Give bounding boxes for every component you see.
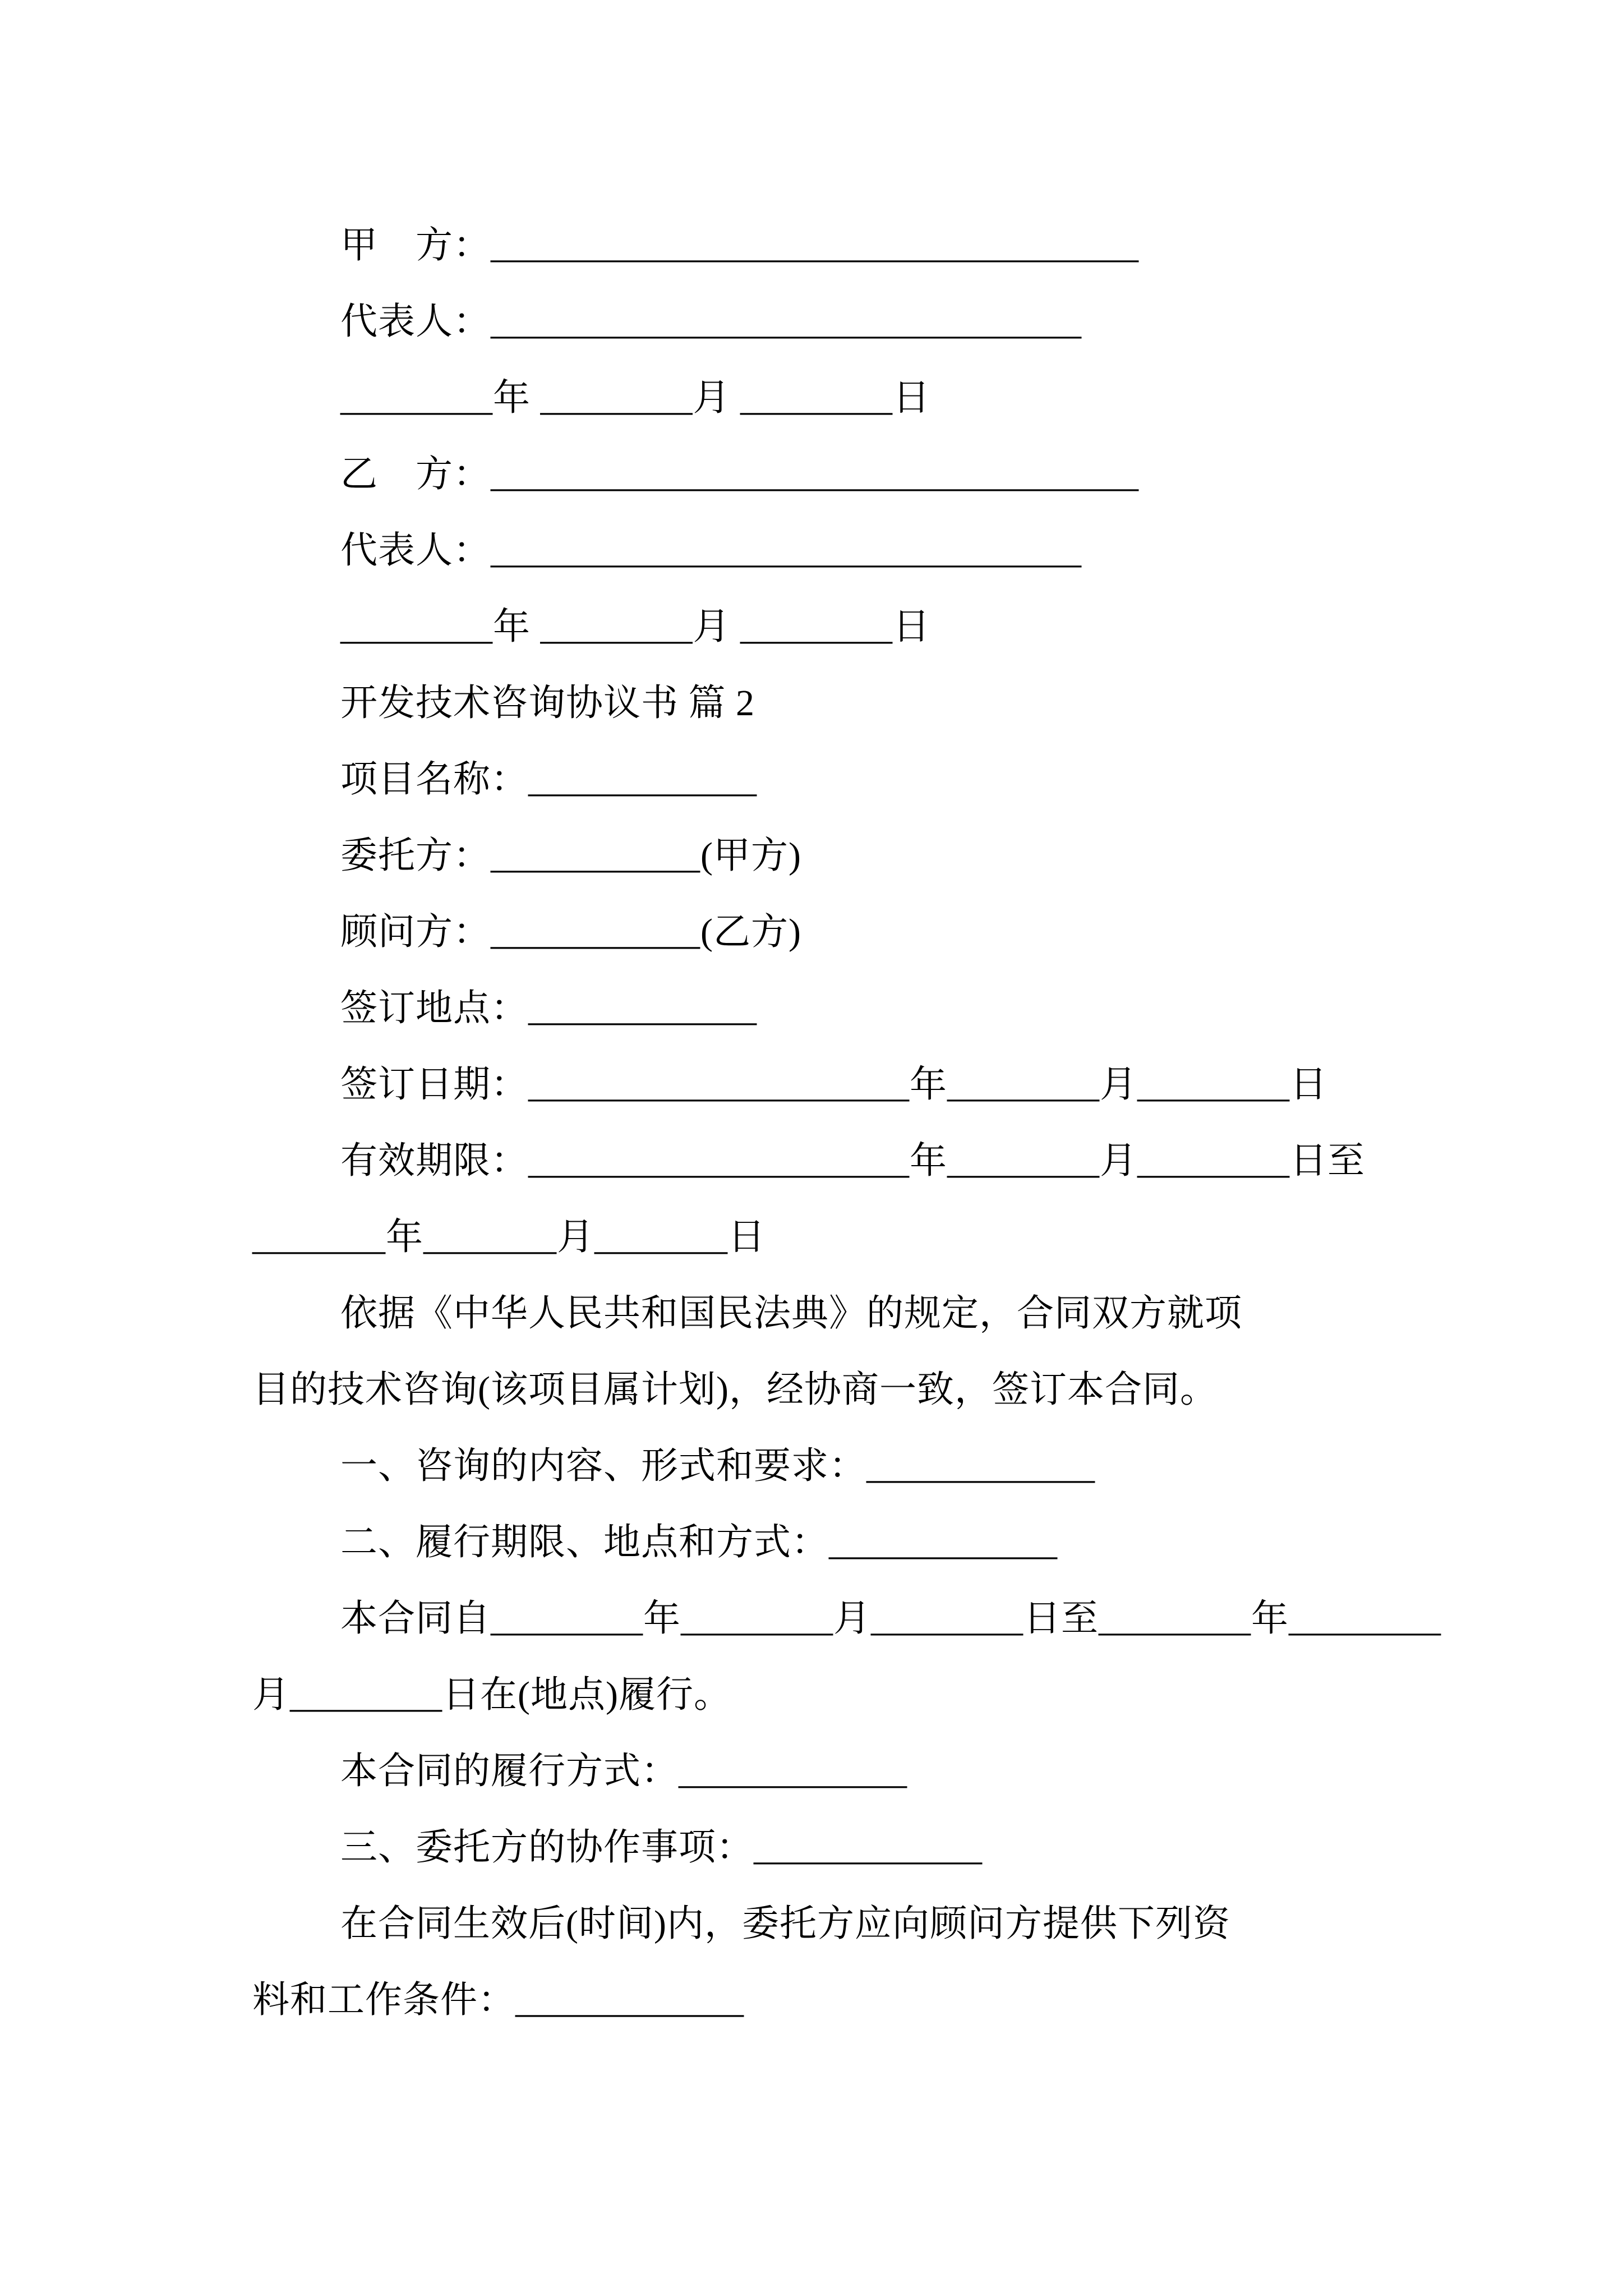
party-a-line: 甲 方：__________________________________	[340, 225, 1139, 266]
cooperation-line-2: 料和工作条件：____________	[252, 1980, 744, 2021]
rep-a-line: 代表人：_______________________________	[340, 301, 1082, 342]
item-3-line: 三、委托方的协作事项：____________	[340, 1827, 983, 1868]
section-title: 开发技术咨询协议书 篇 2	[340, 683, 755, 724]
item-2-line: 二、履行期限、地点和方式：____________	[340, 1522, 1058, 1563]
date-b-line: ________年 ________月 ________日	[340, 606, 930, 647]
party-b-line: 乙 方：__________________________________	[340, 454, 1139, 495]
rep-b-line: 代表人：_______________________________	[340, 530, 1082, 571]
project-name-line: 项目名称：____________	[340, 759, 757, 800]
legal-basis-line-1: 依据《中华人民共和国民法典》的规定，合同双方就项	[340, 1293, 1242, 1334]
sign-place-line: 签订地点：____________	[340, 988, 757, 1029]
client-line: 委托方：___________(甲方)	[340, 835, 801, 876]
performance-mode-line: 本合同的履行方式：____________	[340, 1751, 907, 1792]
term-line: 本合同自________年________月________日至________年________	[340, 1598, 1441, 1639]
consultant-line: 顾问方：___________(乙方)	[340, 912, 801, 953]
validity-wrap-line: _______年_______月_______日	[252, 1217, 766, 1258]
legal-basis-line-2: 目的技术咨询(该项目属计划)，经协商一致，签订本合同。	[252, 1369, 1218, 1410]
sign-date-line: 签订日期：____________________年________月________日	[340, 1064, 1327, 1105]
item-1-line: 一、咨询的内容、形式和要求：____________	[340, 1446, 1095, 1487]
term-wrap-line: 月________日在(地点)履行。	[252, 1674, 731, 1715]
date-a-line: ________年 ________月 ________日	[340, 378, 930, 418]
validity-line: 有效期限：____________________年________月________日至	[340, 1140, 1365, 1181]
cooperation-line-1: 在合同生效后(时间)内，委托方应向顾问方提供下列资	[340, 1903, 1230, 1944]
